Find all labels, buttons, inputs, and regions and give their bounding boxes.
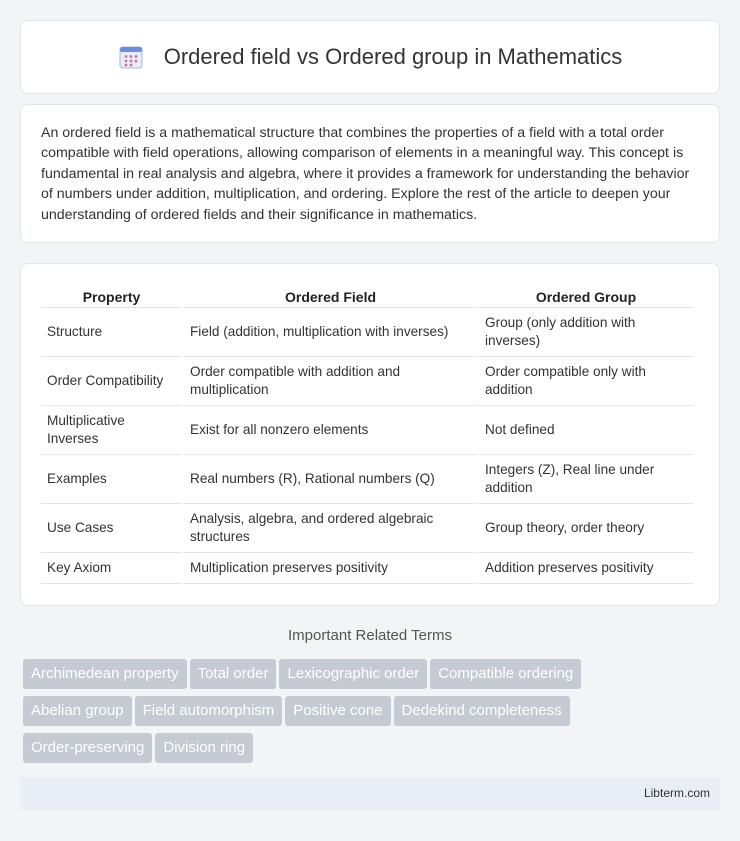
table-cell: Real numbers (R), Rational numbers (Q)	[184, 455, 477, 504]
table-cell: Key Axiom	[41, 553, 182, 584]
term-tag-dedekind-completeness[interactable]: Dedekind completeness	[394, 696, 570, 726]
header-ordered-group: Ordered Group	[479, 286, 693, 308]
table-cell: Structure	[41, 308, 182, 357]
term-tag-compatible-ordering[interactable]: Compatible ordering	[430, 659, 581, 689]
table-cell: Use Cases	[41, 504, 182, 553]
related-terms-list	[23, 659, 723, 770]
term-tag-total-order[interactable]: Total order	[190, 659, 277, 689]
footer	[20, 777, 720, 810]
table-cell: Analysis, algebra, and ordered algebraic structures	[184, 504, 477, 553]
table-cell: Integers (Z), Real line under addition	[479, 455, 693, 504]
table-cell: Multiplication preserves positivity	[184, 553, 477, 584]
intro-text: An ordered field is a mathematical structure that combines the properties of a field with a total order compatible with field operations, allowing comparison of elements in a meaningful way. This concept is fundamental in real analysis and algebra, where it provides a framework for understanding the behavior of numbers under addition, multiplication, and ordering. Explore the rest of the article to deepen your understanding of ordered fields and their significance in mathematics.	[41, 125, 690, 223]
term-tag-lexicographic-order[interactable]: Lexicographic order	[279, 659, 427, 689]
page-title: Ordered field vs Ordered group in Mathematics	[163, 44, 623, 69]
table-row	[41, 504, 693, 553]
footer-site-link[interactable]: Libterm.com	[643, 786, 710, 800]
calendar-grid-icon	[118, 44, 144, 70]
table-row	[41, 455, 693, 504]
term-tag-archimedean-property[interactable]: Archimedean property	[23, 659, 187, 689]
table-cell: Order Compatibility	[41, 357, 182, 406]
intro-card	[20, 104, 720, 243]
table-cell: Order compatible only with addition	[479, 357, 693, 406]
table-cell: Addition preserves positivity	[479, 553, 693, 584]
table-row	[41, 357, 693, 406]
table-cell: Not defined	[479, 406, 693, 455]
term-tag-field-automorphism[interactable]: Field automorphism	[135, 696, 283, 726]
term-tag-division-ring[interactable]: Division ring	[155, 733, 253, 763]
table-cell: Group (only addition with inverses)	[479, 308, 693, 357]
title-card	[20, 20, 720, 94]
comparison-card	[20, 263, 720, 606]
header-ordered-field: Ordered Field	[184, 286, 477, 308]
term-tag-order-preserving[interactable]: Order-preserving	[23, 733, 152, 763]
table-cell: Exist for all nonzero elements	[184, 406, 477, 455]
table-row	[41, 406, 693, 455]
term-tag-positive-cone[interactable]: Positive cone	[285, 696, 390, 726]
table-row	[41, 553, 693, 584]
table-cell: Group theory, order theory	[479, 504, 693, 553]
table-row	[41, 308, 693, 357]
table-header-row	[41, 286, 693, 308]
table-cell: Examples	[41, 455, 182, 504]
header-property: Property	[41, 286, 182, 308]
table-cell: Multiplicative Inverses	[41, 406, 182, 455]
table-cell: Field (addition, multiplication with inverses)	[184, 308, 477, 357]
related-terms-heading: Important Related Terms	[288, 627, 452, 644]
term-tag-abelian-group[interactable]: Abelian group	[23, 696, 132, 726]
table-cell: Order compatible with addition and multiplication	[184, 357, 477, 406]
comparison-table	[39, 286, 695, 584]
